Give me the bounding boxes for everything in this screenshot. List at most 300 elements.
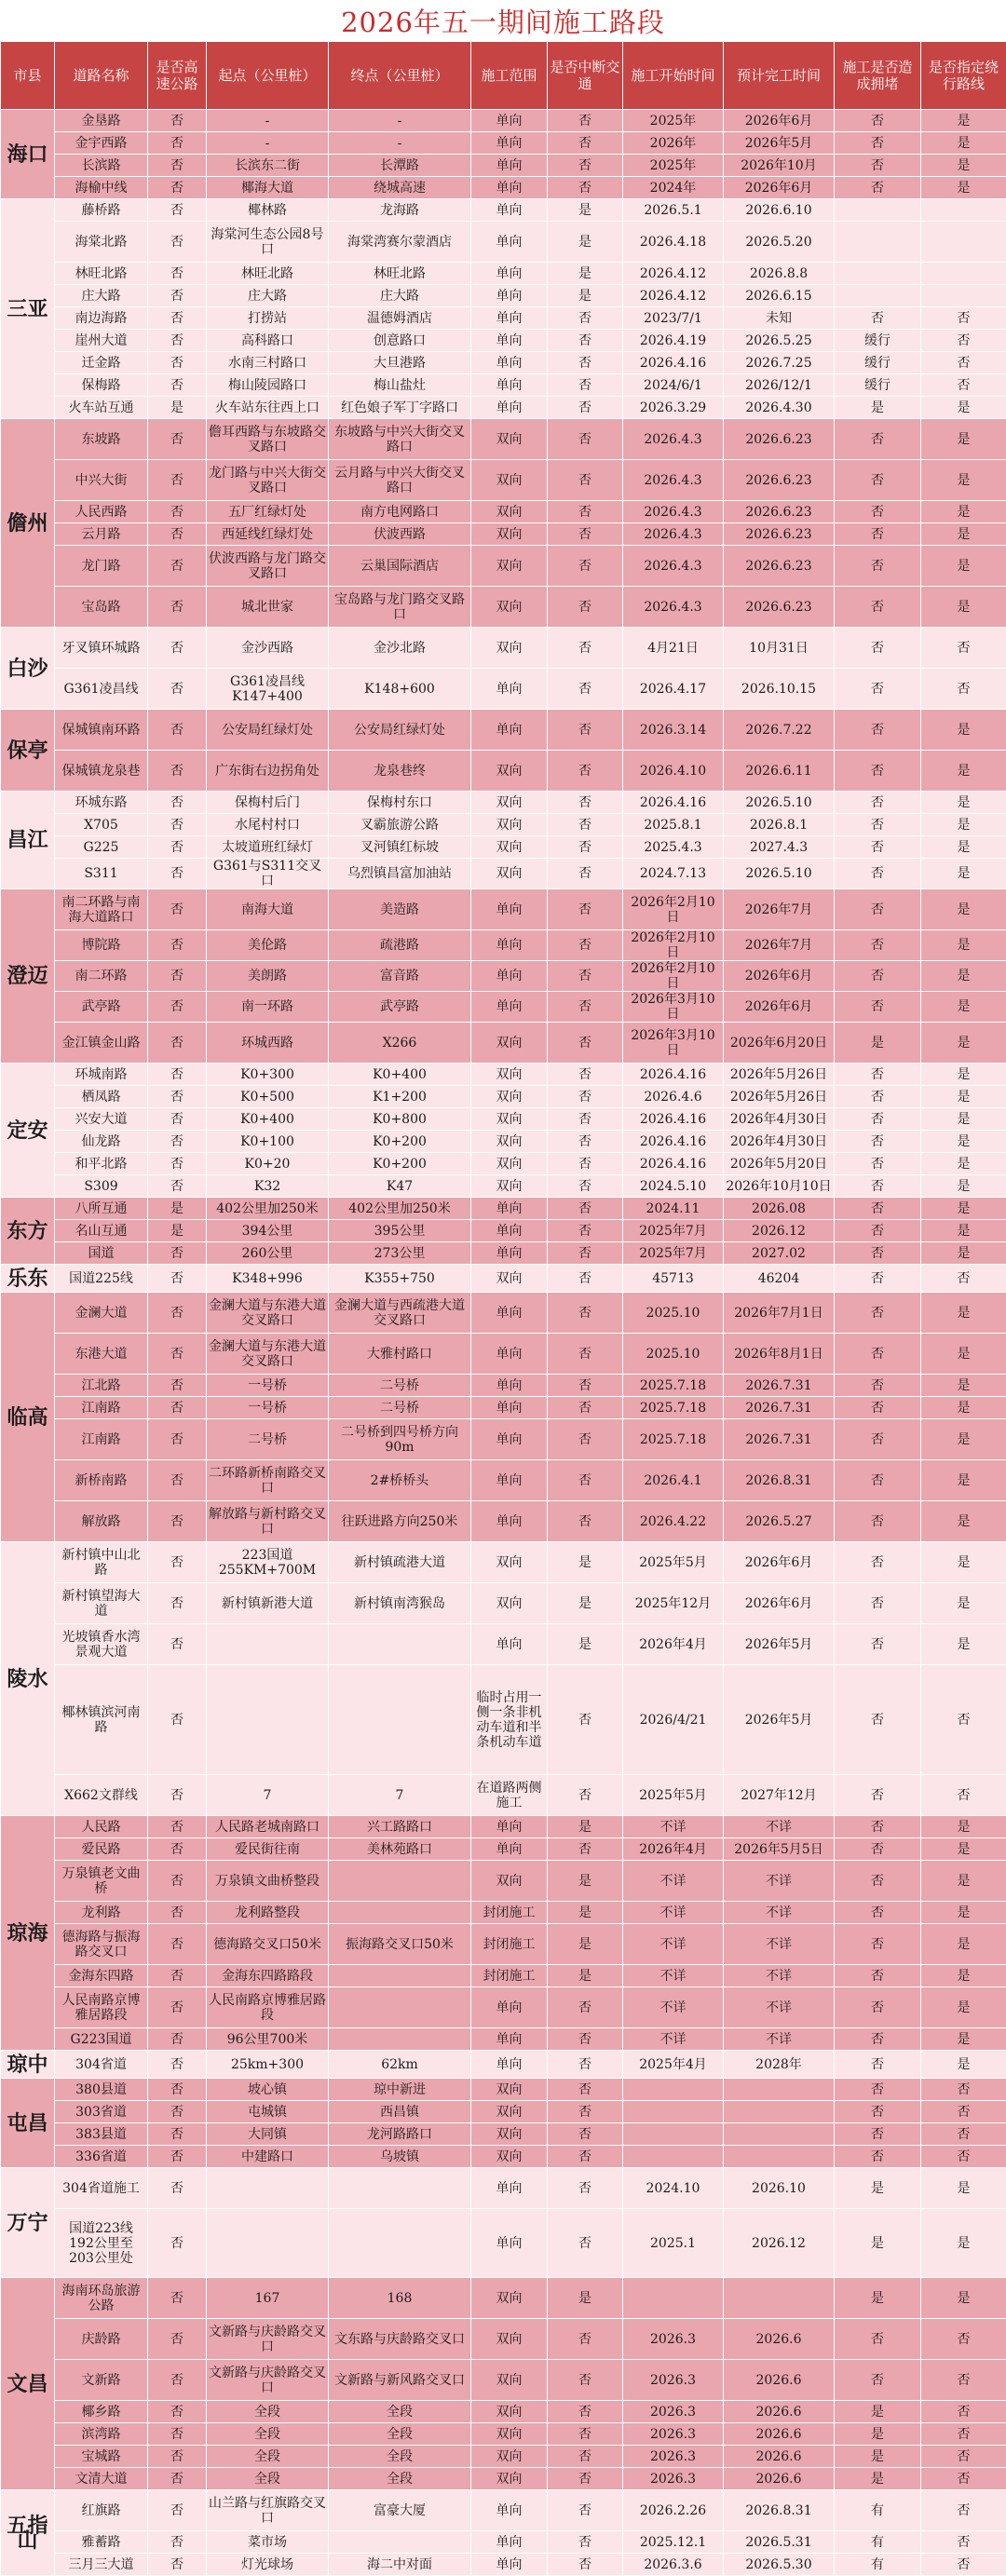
detour-cell: 是 [921,1542,1006,1583]
start-point-cell: 167 [207,2278,329,2319]
end-point-cell: 庄大路 [329,285,471,307]
congestion-cell: 否 [835,1108,921,1131]
is-highway-cell: 否 [148,1501,207,1542]
end-point-cell: 宝岛路与龙门路交叉路口 [329,587,471,628]
road-name-cell: 庆龄路 [55,2319,148,2360]
end-point-cell: 林旺北路 [329,263,471,285]
end-point-cell: 兴工路路口 [329,1816,471,1838]
city-cell: 东方 [1,1198,55,1265]
detour-cell: 是 [921,177,1006,199]
scope-cell: 双向 [471,1064,548,1086]
table-row [1,1023,1006,1064]
detour-cell: 是 [921,155,1006,177]
completion-date-cell: 2026.6.10 [724,199,835,222]
completion-date-cell: 不详 [724,1924,835,1965]
road-name-cell: G225 [55,836,148,859]
completion-date-cell: 2026.5.30 [724,2554,835,2576]
start-point-cell: 金澜大道与东港大道交叉路口 [207,1334,329,1375]
end-point-cell: 西昌镇 [329,2101,471,2123]
detour-cell: 是 [921,930,1006,961]
congestion-cell: 否 [835,859,921,889]
completion-date-cell: 2026年5月 [724,1624,835,1665]
congestion-cell: 缓行 [835,330,921,352]
is-highway-cell: 否 [148,792,207,814]
end-point-cell: 二号桥到四号桥方向90m [329,1419,471,1460]
start-date-cell: 2025年 [623,155,724,177]
end-point-cell: 395公里 [329,1220,471,1242]
is-highway-cell: 否 [148,1987,207,2028]
start-date-cell: 2026.3 [623,2446,724,2468]
start-point-cell: G361凌昌线K147+400 [207,669,329,710]
start-date-cell: 2025年 [623,110,724,132]
congestion-cell: 否 [835,814,921,836]
table-row [1,1460,1006,1501]
congestion-cell: 否 [835,155,921,177]
is-highway-cell: 否 [148,155,207,177]
completion-date-cell: 2026.5.10 [724,859,835,889]
table-row [1,1086,1006,1108]
congestion-cell: 是 [835,2468,921,2490]
table-row [1,1397,1006,1419]
detour-cell: 否 [921,2531,1006,2554]
is-highway-cell: 否 [148,836,207,859]
scope-cell: 双向 [471,1131,548,1153]
start-date-cell: 2026年4月 [623,1624,724,1665]
start-date-cell: 2024/6/1 [623,374,724,397]
completion-date-cell [724,2123,835,2146]
start-point-cell: 南海大道 [207,889,329,930]
completion-date-cell: 2027年12月 [724,1775,835,1816]
traffic-interrupted-cell: 否 [548,2554,623,2576]
scope-cell: 单向 [471,2554,548,2576]
road-name-cell: 保城镇南环路 [55,710,148,751]
end-point-cell: - [329,110,471,132]
end-point-cell: 乌烈镇昌富加油站 [329,859,471,889]
is-highway-cell: 否 [148,1902,207,1924]
end-point-cell [329,2028,471,2051]
header-row [1,42,1006,110]
scope-cell: 双向 [471,2123,548,2146]
start-point-cell: 7 [207,1775,329,1816]
road-name-cell: 东坡路 [55,419,148,460]
detour-cell: 是 [921,501,1006,523]
scope-cell: 双向 [471,1086,548,1108]
detour-cell: 否 [921,2468,1006,2490]
congestion-cell: 是 [835,2401,921,2423]
is-highway-cell: 否 [148,2423,207,2446]
scope-cell: 单向 [471,2209,548,2278]
road-name-cell: 东港大道 [55,1334,148,1375]
start-date-cell: 2025.10 [623,1293,724,1334]
detour-cell: 是 [921,1583,1006,1624]
is-highway-cell: 否 [148,263,207,285]
table-row [1,2168,1006,2209]
completion-date-cell: 2026年4月30日 [724,1108,835,1131]
start-date-cell: 2026.4.18 [623,222,724,263]
end-point-cell: 叉河镇红标坡 [329,836,471,859]
is-highway-cell: 否 [148,1583,207,1624]
completion-date-cell: 2026.8.1 [724,814,835,836]
detour-cell: 否 [921,2360,1006,2401]
congestion-cell: 是 [835,2209,921,2278]
is-highway-cell: 否 [148,628,207,669]
road-name-cell: 金宇西路 [55,132,148,155]
congestion-cell: 否 [835,1665,921,1775]
table-row [1,2278,1006,2319]
road-name-cell: 海南环岛旅游公路 [55,2278,148,2319]
table-row [1,2490,1006,2531]
city-cell: 昌江 [1,792,55,889]
detour-cell: 是 [921,859,1006,889]
is-highway-cell: 否 [148,2028,207,2051]
table-row [1,1153,1006,1175]
congestion-cell: 有 [835,2531,921,2554]
is-highway-cell: 否 [148,1861,207,1902]
completion-date-cell: 2026.7.31 [724,1375,835,1397]
is-highway-header: 是否高速公路 [148,42,207,110]
traffic-interrupted-cell: 否 [548,1023,623,1064]
congestion-cell: 否 [835,132,921,155]
congestion-cell: 否 [835,1064,921,1086]
city-cell: 定安 [1,1064,55,1198]
detour-cell: 是 [921,1198,1006,1220]
road-name-cell: 国道 [55,1242,148,1265]
start-date-cell: 2026.4.16 [623,1153,724,1175]
congestion-cell: 否 [835,1965,921,1987]
road-name-cell: 长滨路 [55,155,148,177]
scope-cell: 双向 [471,1583,548,1624]
start-date-cell: 不详 [623,1924,724,1965]
completion-date-cell: 2026.10 [724,2168,835,2209]
end-point-cell: 金澜大道与西疏港大道交叉路口 [329,1293,471,1334]
traffic-interrupted-cell: 否 [548,1293,623,1334]
scope-cell: 单向 [471,352,548,374]
end-point-cell: 全段 [329,2468,471,2490]
is-highway-cell: 否 [148,132,207,155]
city-group [1,199,1006,419]
start-point-cell: 全段 [207,2401,329,2423]
start-date-cell: 2026年2月10日 [623,930,724,961]
congestion-cell: 否 [835,1198,921,1220]
start-point-cell: 长滨东二街 [207,155,329,177]
traffic-interrupted-cell: 否 [548,2319,623,2360]
road-name-cell: 380县道 [55,2079,148,2101]
table-row [1,2468,1006,2490]
start-date-cell: 2024.10 [623,2168,724,2209]
start-date-cell: 2026.4.3 [623,419,724,460]
start-point-cell: 屯城镇 [207,2101,329,2123]
detour-cell: 是 [921,132,1006,155]
congestion-cell: 否 [835,1902,921,1924]
congestion-header: 施工是否造成拥堵 [835,42,921,110]
road-name-cell: 仙龙路 [55,1131,148,1153]
start-point-cell: - [207,110,329,132]
congestion-cell: 否 [835,1838,921,1861]
detour-cell: 是 [921,1987,1006,2028]
detour-cell: 是 [921,1624,1006,1665]
table-row [1,2123,1006,2146]
detour-cell: 是 [921,2168,1006,2209]
traffic-interrupted-cell: 否 [548,2051,623,2079]
end-point-cell: 创意路口 [329,330,471,352]
start-date-cell: 2026.4.16 [623,1108,724,1131]
congestion-cell: 否 [835,546,921,587]
start-point-cell: 金海东四路路段 [207,1965,329,1987]
table-row [1,1965,1006,1987]
road-name-cell: 环城南路 [55,1064,148,1086]
city-group [1,419,1006,628]
road-name-cell: 江北路 [55,1375,148,1397]
completion-date-cell: 2026年7月 [724,930,835,961]
completion-date-cell: 2026.7.25 [724,352,835,374]
end-point-cell: X266 [329,1023,471,1064]
congestion-cell: 否 [835,1501,921,1542]
end-point-cell [329,1965,471,1987]
start-point-cell: 西延线红绿灯处 [207,523,329,546]
traffic-interrupted-cell: 是 [548,1624,623,1665]
congestion-cell: 是 [835,2168,921,2209]
scope-cell: 单向 [471,1460,548,1501]
road-name-cell: 红旗路 [55,2490,148,2531]
road-name-cell: 文新路 [55,2360,148,2401]
scope-cell: 双向 [471,460,548,501]
start-date-cell: 2026年3月10日 [623,992,724,1023]
scope-cell: 双向 [471,2360,548,2401]
traffic-interrupted-cell: 否 [548,836,623,859]
scope-cell: 双向 [471,2401,548,2423]
start-point-cell: 大同镇 [207,2123,329,2146]
scope-cell: 单向 [471,285,548,307]
congestion-cell: 否 [835,523,921,546]
road-name-cell: 爱民路 [55,1838,148,1861]
traffic-interrupted-cell: 否 [548,1397,623,1419]
road-name-cell: 宝城路 [55,2446,148,2468]
end-point-cell: 武亭路 [329,992,471,1023]
end-point-cell: 海二中对面 [329,2554,471,2576]
traffic-interrupted-cell: 否 [548,1175,623,1198]
road-name-cell: X662文群线 [55,1775,148,1816]
detour-cell: 否 [921,374,1006,397]
traffic-interrupted-cell: 否 [548,1153,623,1175]
scope-cell: 双向 [471,1108,548,1131]
traffic-interrupted-cell: 否 [548,961,623,992]
start-date-cell: 2026.4.16 [623,1064,724,1086]
is-highway-cell: 否 [148,710,207,751]
table-row [1,1542,1006,1583]
end-point-cell [329,1902,471,1924]
table-row [1,2146,1006,2168]
start-point-cell: 文新路与庆龄路交叉口 [207,2319,329,2360]
start-date-cell: 2025年5月 [623,1775,724,1816]
detour-cell: 是 [921,1131,1006,1153]
road-name-cell: 滨湾路 [55,2423,148,2446]
table-row [1,1131,1006,1153]
traffic-interrupted-cell: 否 [548,2446,623,2468]
traffic-interrupted-cell: 否 [548,992,623,1023]
is-highway-cell: 否 [148,285,207,307]
detour-cell: 是 [921,1108,1006,1131]
start-point-cell: 万泉镇文曲桥整段 [207,1861,329,1902]
traffic-interrupted-cell: 否 [548,930,623,961]
is-highway-cell: 否 [148,2468,207,2490]
road-name-cell: 和平北路 [55,1153,148,1175]
road-name-cell: 武亭路 [55,992,148,1023]
road-name-cell: 龙利路 [55,1902,148,1924]
is-highway-cell: 否 [148,2123,207,2146]
is-highway-cell: 否 [148,222,207,263]
scope-cell: 双向 [471,836,548,859]
road-name-cell: 新村镇中山北路 [55,1542,148,1583]
end-point-header: 终点（公里桩） [329,42,471,110]
completion-date-cell: 2026.8.31 [724,2490,835,2531]
congestion-cell: 否 [835,1542,921,1583]
start-date-cell: 2026.4.12 [623,285,724,307]
table-row [1,1816,1006,1838]
start-point-cell: 环城西路 [207,1023,329,1064]
congestion-cell: 否 [835,1265,921,1293]
road-name-cell: 新桥南路 [55,1460,148,1501]
completion-date-cell: 2026年5月 [724,132,835,155]
is-highway-cell: 否 [148,1334,207,1375]
detour-cell [921,285,1006,307]
scope-cell: 双向 [471,419,548,460]
start-point-cell: K348+996 [207,1265,329,1293]
completion-date-cell: 不详 [724,2028,835,2051]
table-row [1,2319,1006,2360]
city-cell: 陵水 [1,1542,55,1816]
scope-cell: 单向 [471,2531,548,2554]
traffic-interrupted-cell: 是 [548,2278,623,2319]
traffic-interrupted-cell: 否 [548,1265,623,1293]
start-point-cell: 南一环路 [207,992,329,1023]
detour-cell: 是 [921,1293,1006,1334]
completion-date-cell: 不详 [724,1861,835,1902]
completion-date-cell: 46204 [724,1265,835,1293]
table-row [1,2446,1006,2468]
completion-date-cell: 不详 [724,1816,835,1838]
road-name-cell: 博院路 [55,930,148,961]
road-name-header: 道路名称 [55,42,148,110]
start-point-cell: 伏波西路与龙门路交叉路口 [207,546,329,587]
traffic-interrupted-cell: 否 [548,110,623,132]
city-cell: 澄迈 [1,889,55,1064]
detour-cell: 否 [921,628,1006,669]
detour-cell: 是 [921,1816,1006,1838]
completion-date-cell: 2026/12/1 [724,374,835,397]
detour-cell: 是 [921,397,1006,419]
road-name-cell: 336省道 [55,2146,148,2168]
table-row [1,1861,1006,1902]
road-name-cell: S311 [55,859,148,889]
road-name-cell: 金江镇金山路 [55,1023,148,1064]
traffic-interrupted-cell: 是 [548,1542,623,1583]
traffic-interrupted-cell: 否 [548,2401,623,2423]
start-point-cell: 庄大路 [207,285,329,307]
completion-date-cell: 2026.7.31 [724,1419,835,1460]
table-row [1,460,1006,501]
road-name-cell: 保梅路 [55,374,148,397]
completion-date-cell: 2026.08 [724,1198,835,1220]
table-row [1,669,1006,710]
start-date-cell: 2024.7.13 [623,859,724,889]
table-row [1,155,1006,177]
start-point-cell: - [207,132,329,155]
congestion-cell: 否 [835,587,921,628]
scope-cell: 单向 [471,397,548,419]
end-point-cell: K0+800 [329,1108,471,1131]
completion-date-cell: 未知 [724,307,835,330]
start-point-cell: 五厂红绿灯处 [207,501,329,523]
is-highway-cell: 否 [148,2146,207,2168]
start-date-cell [623,2123,724,2146]
city-group [1,2168,1006,2278]
table-row [1,2401,1006,2423]
table-row [1,199,1006,222]
city-group [1,1293,1006,1542]
is-highway-cell: 否 [148,1131,207,1153]
is-highway-cell: 否 [148,669,207,710]
is-highway-cell: 否 [148,1924,207,1965]
completion-date-cell: 2026年8月1日 [724,1334,835,1375]
start-date-cell [623,2101,724,2123]
table-row [1,2209,1006,2278]
detour-cell: 否 [921,2446,1006,2468]
completion-date-cell [724,2278,835,2319]
congestion-cell [835,263,921,285]
start-point-cell: 灯光球场 [207,2554,329,2576]
traffic-interrupted-cell: 否 [548,1108,623,1131]
traffic-interrupted-cell: 否 [548,2101,623,2123]
traffic-interrupted-cell: 否 [548,814,623,836]
start-point-cell [207,2168,329,2209]
detour-cell: 是 [921,1965,1006,1987]
scope-cell: 单向 [471,2051,548,2079]
detour-cell: 是 [921,1242,1006,1265]
scope-cell: 单向 [471,1838,548,1861]
traffic-interrupted-cell: 否 [548,1220,623,1242]
completion-date-cell: 2026.7.22 [724,710,835,751]
start-date-cell: 2024.5.10 [623,1175,724,1198]
scope-cell: 单向 [471,930,548,961]
start-date-cell: 2026.4.19 [623,330,724,352]
detour-cell: 否 [921,330,1006,352]
congestion-cell: 否 [835,2319,921,2360]
road-name-cell: 环城东路 [55,792,148,814]
scope-cell: 双向 [471,814,548,836]
end-point-cell: 168 [329,2278,471,2319]
traffic-interrupted-cell: 否 [548,374,623,397]
road-name-cell: 新村镇望海大道 [55,1583,148,1624]
is-highway-cell: 否 [148,1293,207,1334]
congestion-cell: 否 [835,2051,921,2079]
road-name-cell: 江南路 [55,1419,148,1460]
start-point-cell: 广东街右边拐角处 [207,751,329,792]
start-point-cell: 坡心镇 [207,2079,329,2101]
table-row [1,792,1006,814]
congestion-cell: 否 [835,1924,921,1965]
start-date-cell: 2025年4月 [623,2051,724,2079]
completion-date-cell: 2026.8.31 [724,1460,835,1501]
detour-cell: 是 [921,523,1006,546]
completion-date-cell: 2026年6月20日 [724,1023,835,1064]
end-point-cell: 富豪大厦 [329,2490,471,2531]
scope-cell: 双向 [471,523,548,546]
start-date-cell: 2026.4.10 [623,751,724,792]
end-point-cell: 乌坡镇 [329,2146,471,2168]
is-highway-cell: 否 [148,1965,207,1987]
is-highway-cell: 否 [148,523,207,546]
start-date-cell: 2025年12月 [623,1583,724,1624]
